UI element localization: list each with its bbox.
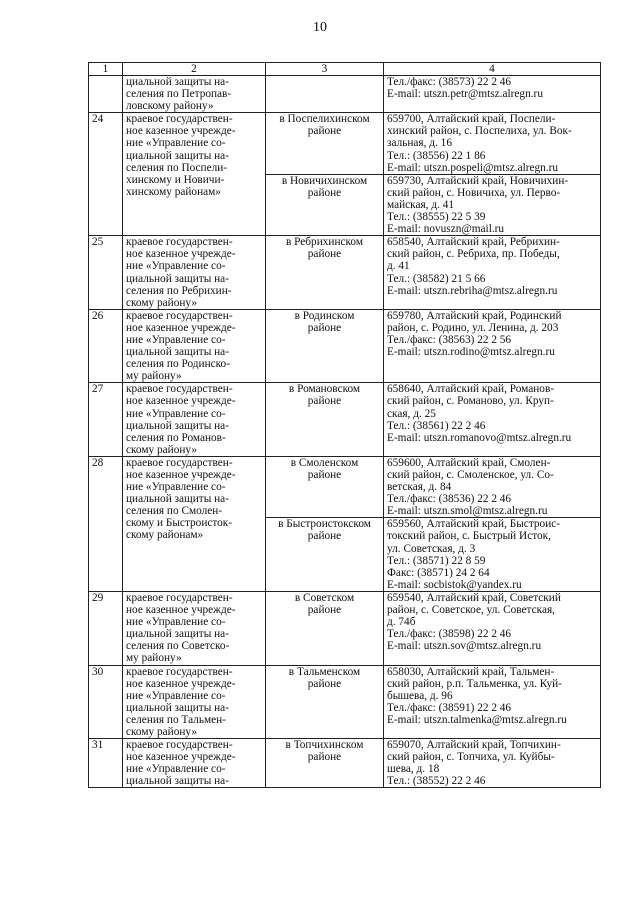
address-line: Тел.: (38571) 22 8 59 bbox=[387, 554, 486, 567]
organization-line: селения по Романов- bbox=[126, 431, 226, 444]
address-cell bbox=[384, 518, 601, 592]
organization-name bbox=[123, 309, 266, 383]
address-line: E-mail: utszn.sov@mtsz.alregn.ru bbox=[387, 640, 542, 653]
organization-line: селения по Советско- bbox=[126, 640, 230, 653]
table-row bbox=[89, 739, 601, 788]
organization-line: му району» bbox=[126, 652, 182, 665]
district-line: в Тальменском bbox=[288, 665, 361, 678]
district-cell bbox=[266, 174, 384, 235]
address-cell bbox=[384, 236, 601, 310]
table-row bbox=[89, 456, 601, 517]
organization-name bbox=[123, 236, 266, 310]
address-line: ская, д. 25 bbox=[387, 407, 436, 420]
organization-line: краевое государствен- bbox=[126, 591, 233, 604]
district-line: в Поспелихинском bbox=[279, 113, 370, 126]
address-line: E-mail: utszn.smol@mtsz.alregn.ru bbox=[387, 505, 548, 518]
organization-line: ное казенное учрежде- bbox=[126, 395, 236, 408]
address-line: 659560, Алтайский край, Быстроис- bbox=[387, 518, 561, 531]
district-line: районе bbox=[307, 125, 342, 138]
organization-line: скому и Быстроисток- bbox=[126, 517, 233, 530]
row-number: 24 bbox=[89, 113, 123, 236]
address-cell bbox=[384, 174, 601, 235]
organization-line: краевое государствен- bbox=[126, 665, 233, 678]
organization-line: краевое государствен- bbox=[126, 113, 233, 126]
address-cell bbox=[384, 739, 601, 788]
organization-line: ное казенное учрежде- bbox=[126, 469, 236, 481]
district-cell bbox=[266, 236, 384, 310]
organization-line: краевое государствен- bbox=[126, 236, 233, 249]
offices-table bbox=[88, 62, 601, 788]
district-line: районе bbox=[307, 751, 342, 764]
address-line: Тел./факс: (38536) 22 2 46 bbox=[387, 493, 512, 506]
address-line: 659700, Алтайский край, Поспели- bbox=[387, 113, 556, 126]
organization-line: ние «Управление со- bbox=[126, 333, 226, 346]
organization-line: хинскому районам» bbox=[126, 185, 221, 198]
organization-line: ное казенное учрежде- bbox=[126, 248, 236, 261]
organization-name bbox=[123, 113, 266, 236]
organization-line: ние «Управление со- bbox=[126, 481, 226, 494]
organization-name bbox=[123, 665, 266, 739]
address-line: Тел./факс: (38563) 22 2 56 bbox=[387, 333, 512, 346]
column-number: 4 bbox=[384, 63, 601, 76]
column-number: 2 bbox=[123, 63, 266, 76]
address-line: Тел.: (38561) 22 2 46 bbox=[387, 419, 486, 432]
address-line: д. 41 bbox=[387, 260, 410, 273]
organization-line: ние «Управление со- bbox=[126, 407, 226, 420]
table-row bbox=[89, 309, 601, 383]
row-number: 31 bbox=[89, 739, 123, 788]
organization-name bbox=[123, 591, 266, 665]
address-line: район, с. Родино, ул. Ленина, д. 203 bbox=[387, 321, 559, 334]
organization-line: циальной защиты на- bbox=[126, 775, 229, 788]
district-line: районе bbox=[307, 186, 342, 199]
address-line: 659730, Алтайский край, Новичихин- bbox=[387, 174, 569, 187]
address-line: 659070, Алтайский край, Топчихин- bbox=[387, 739, 561, 752]
address-cell bbox=[384, 113, 601, 174]
organization-line: селения по Родинско- bbox=[126, 358, 230, 371]
address-line: шева, д. 18 bbox=[387, 763, 440, 776]
district-line: районе bbox=[307, 469, 342, 481]
table-row bbox=[89, 591, 601, 665]
district-cell bbox=[266, 456, 384, 517]
address-line: E-mail: utszn.rodino@mtsz.alregn.ru bbox=[387, 346, 555, 359]
organization-line: краевое государствен- bbox=[126, 739, 233, 752]
row-number: 27 bbox=[89, 383, 123, 457]
row-number: 29 bbox=[89, 591, 123, 665]
address-line: зальная, д. 16 bbox=[387, 137, 452, 150]
address-cell bbox=[384, 309, 601, 383]
address-line: ул. Советская, д. 3 bbox=[387, 542, 476, 555]
address-line: E-mail: novuszn@mail.ru bbox=[387, 223, 505, 236]
district-line: в Советском bbox=[294, 591, 355, 604]
district-cell bbox=[266, 76, 384, 113]
address-line: ский район, с. Топчиха, ул. Куйбы- bbox=[387, 751, 555, 764]
address-line: E-mail: utszn.petr@mtsz.alregn.ru bbox=[387, 88, 543, 101]
organization-line: ние «Управление со- bbox=[126, 260, 226, 273]
district-cell bbox=[266, 383, 384, 457]
organization-line: скому районам» bbox=[126, 529, 204, 542]
organization-line: краевое государствен- bbox=[126, 383, 233, 396]
table-row bbox=[89, 113, 601, 174]
organization-line: ние «Управление со- bbox=[126, 616, 226, 629]
address-line: Факс: (38571) 24 2 64 bbox=[387, 566, 490, 579]
organization-line: циальной защиты на- bbox=[126, 346, 229, 359]
organization-line: циальной защиты на- bbox=[126, 628, 229, 641]
district-line: районе bbox=[307, 530, 342, 543]
address-cell bbox=[384, 76, 601, 113]
address-line: ский район, с. Романово, ул. Круп- bbox=[387, 395, 554, 408]
address-line: 658030, Алтайский край, Тальмен- bbox=[387, 665, 555, 678]
organization-line: циальной защиты на- bbox=[126, 149, 229, 162]
organization-line: ние «Управление со- bbox=[126, 763, 226, 776]
table-row bbox=[89, 665, 601, 739]
organization-line: хинскому и Новичи- bbox=[126, 173, 225, 186]
district-cell bbox=[266, 591, 384, 665]
address-line: 659540, Алтайский край, Советский bbox=[387, 591, 561, 604]
address-line: E-mail: utszn.talmenka@mtsz.alregn.ru bbox=[387, 713, 567, 726]
organization-line: му району» bbox=[126, 370, 182, 383]
address-line: Тел./факс: (38598) 22 2 46 bbox=[387, 628, 512, 641]
address-line: 658640, Алтайский край, Романов- bbox=[387, 383, 555, 396]
district-line: районе bbox=[307, 248, 342, 261]
address-line: д. 74б bbox=[387, 616, 416, 629]
address-line: E-mail: utszn.pospeli@mtsz.alregn.ru bbox=[387, 161, 559, 174]
organization-line: селения по Ребрихин- bbox=[126, 284, 232, 297]
organization-line: ное казенное учрежде- bbox=[126, 125, 236, 138]
organization-line: селения по Смолен- bbox=[126, 505, 223, 518]
row-number: 25 bbox=[89, 236, 123, 310]
organization-line: селения по Поспели- bbox=[126, 161, 228, 174]
address-line: E-mail: utszn.rebriha@mtsz.alregn.ru bbox=[387, 284, 558, 297]
district-line: в Романовском bbox=[288, 383, 361, 396]
organization-line: циальной защиты на- bbox=[126, 419, 229, 432]
district-cell bbox=[266, 113, 384, 174]
organization-line: циальной защиты на- bbox=[126, 701, 229, 714]
organization-name bbox=[123, 76, 266, 113]
address-line: ский район, с. Смоленское, ул. Со- bbox=[387, 469, 554, 481]
address-cell bbox=[384, 665, 601, 739]
address-line: токский район, с. Быстрый Исток, bbox=[387, 530, 551, 543]
address-line: майская, д. 41 bbox=[387, 198, 455, 211]
organization-line: краевое государствен- bbox=[126, 456, 233, 469]
organization-line: селения по Петропав- bbox=[126, 88, 232, 101]
address-line: E-mail: socbistok@yandex.ru bbox=[387, 578, 522, 591]
organization-line: ние «Управление со- bbox=[126, 137, 226, 150]
organization-name bbox=[123, 383, 266, 457]
district-cell bbox=[266, 665, 384, 739]
organization-name bbox=[123, 456, 266, 591]
address-line: ский район, с. Ребриха, пр. Победы, bbox=[387, 248, 560, 261]
organization-line: скому району» bbox=[126, 443, 197, 456]
address-line: бышева, д. 96 bbox=[387, 689, 453, 702]
address-line: Тел.: (38552) 22 2 46 bbox=[387, 775, 486, 788]
address-cell bbox=[384, 383, 601, 457]
organization-line: циальной защиты на- bbox=[126, 272, 229, 285]
address-line: Тел.: (38556) 22 1 86 bbox=[387, 149, 486, 162]
district-cell bbox=[266, 739, 384, 788]
district-line: в Смоленском bbox=[290, 456, 359, 469]
address-line: Тел.: (38582) 21 5 66 bbox=[387, 272, 486, 285]
district-line: в Родинском bbox=[294, 309, 355, 322]
district-line: в Топчихинском bbox=[285, 739, 364, 752]
district-line: в Новичихинском bbox=[281, 174, 368, 187]
organization-line: циальной защиты на- bbox=[126, 493, 229, 506]
organization-line: краевое государствен- bbox=[126, 309, 233, 322]
district-line: районе bbox=[307, 677, 342, 690]
organization-line: селения по Тальмен- bbox=[126, 713, 226, 726]
address-line: район, с. Советское, ул. Советская, bbox=[387, 604, 555, 617]
address-line: ветская, д. 84 bbox=[387, 481, 452, 494]
address-line: 659600, Алтайский край, Смолен- bbox=[387, 456, 551, 469]
organization-line: ное казенное учрежде- bbox=[126, 321, 236, 334]
row-number: 30 bbox=[89, 665, 123, 739]
organization-line: ное казенное учрежде- bbox=[126, 751, 236, 764]
column-number: 3 bbox=[266, 63, 384, 76]
district-line: районе bbox=[307, 395, 342, 408]
organization-line: ловскому району» bbox=[126, 100, 214, 113]
address-line: ский район, с. Новичиха, ул. Перво- bbox=[387, 186, 561, 199]
district-line: районе bbox=[307, 604, 342, 617]
district-line: в Быстроистокском bbox=[278, 518, 371, 531]
table-row bbox=[89, 383, 601, 457]
organization-line: циальной защиты на- bbox=[126, 76, 229, 88]
row-number: 28 bbox=[89, 456, 123, 591]
table-row bbox=[89, 236, 601, 310]
address-line: Тел.: (38555) 22 5 39 bbox=[387, 211, 486, 224]
page-number: 10 bbox=[313, 20, 327, 35]
address-line: ский район, р.п. Тальменка, ул. Куй- bbox=[387, 677, 562, 690]
table-row bbox=[89, 76, 601, 113]
address-line: E-mail: utszn.romanovo@mtsz.alregn.ru bbox=[387, 431, 572, 444]
district-line: районе bbox=[307, 321, 342, 334]
address-line: Тел./факс: (38573) 22 2 46 bbox=[387, 76, 512, 88]
organization-line: ние «Управление со- bbox=[126, 689, 226, 702]
organization-line: ное казенное учрежде- bbox=[126, 604, 236, 617]
organization-line: ное казенное учрежде- bbox=[126, 677, 236, 690]
address-line: 659780, Алтайский край, Родинский bbox=[387, 309, 562, 322]
organization-line: скому району» bbox=[126, 725, 197, 738]
column-number: 1 bbox=[89, 63, 123, 76]
address-cell bbox=[384, 591, 601, 665]
district-cell bbox=[266, 518, 384, 592]
district-cell bbox=[266, 309, 384, 383]
address-cell bbox=[384, 456, 601, 517]
organization-line: скому району» bbox=[126, 296, 197, 309]
address-line: 658540, Алтайский край, Ребрихин- bbox=[387, 236, 560, 249]
column-number-row bbox=[89, 63, 601, 76]
district-line: в Ребрихинском bbox=[286, 236, 363, 249]
address-line: хинский район, с. Поспелиха, ул. Вок- bbox=[387, 125, 572, 138]
row-number: 26 bbox=[89, 309, 123, 383]
row-number bbox=[89, 76, 123, 113]
address-line: Тел./факс: (38591) 22 2 46 bbox=[387, 701, 512, 714]
organization-name bbox=[123, 739, 266, 788]
